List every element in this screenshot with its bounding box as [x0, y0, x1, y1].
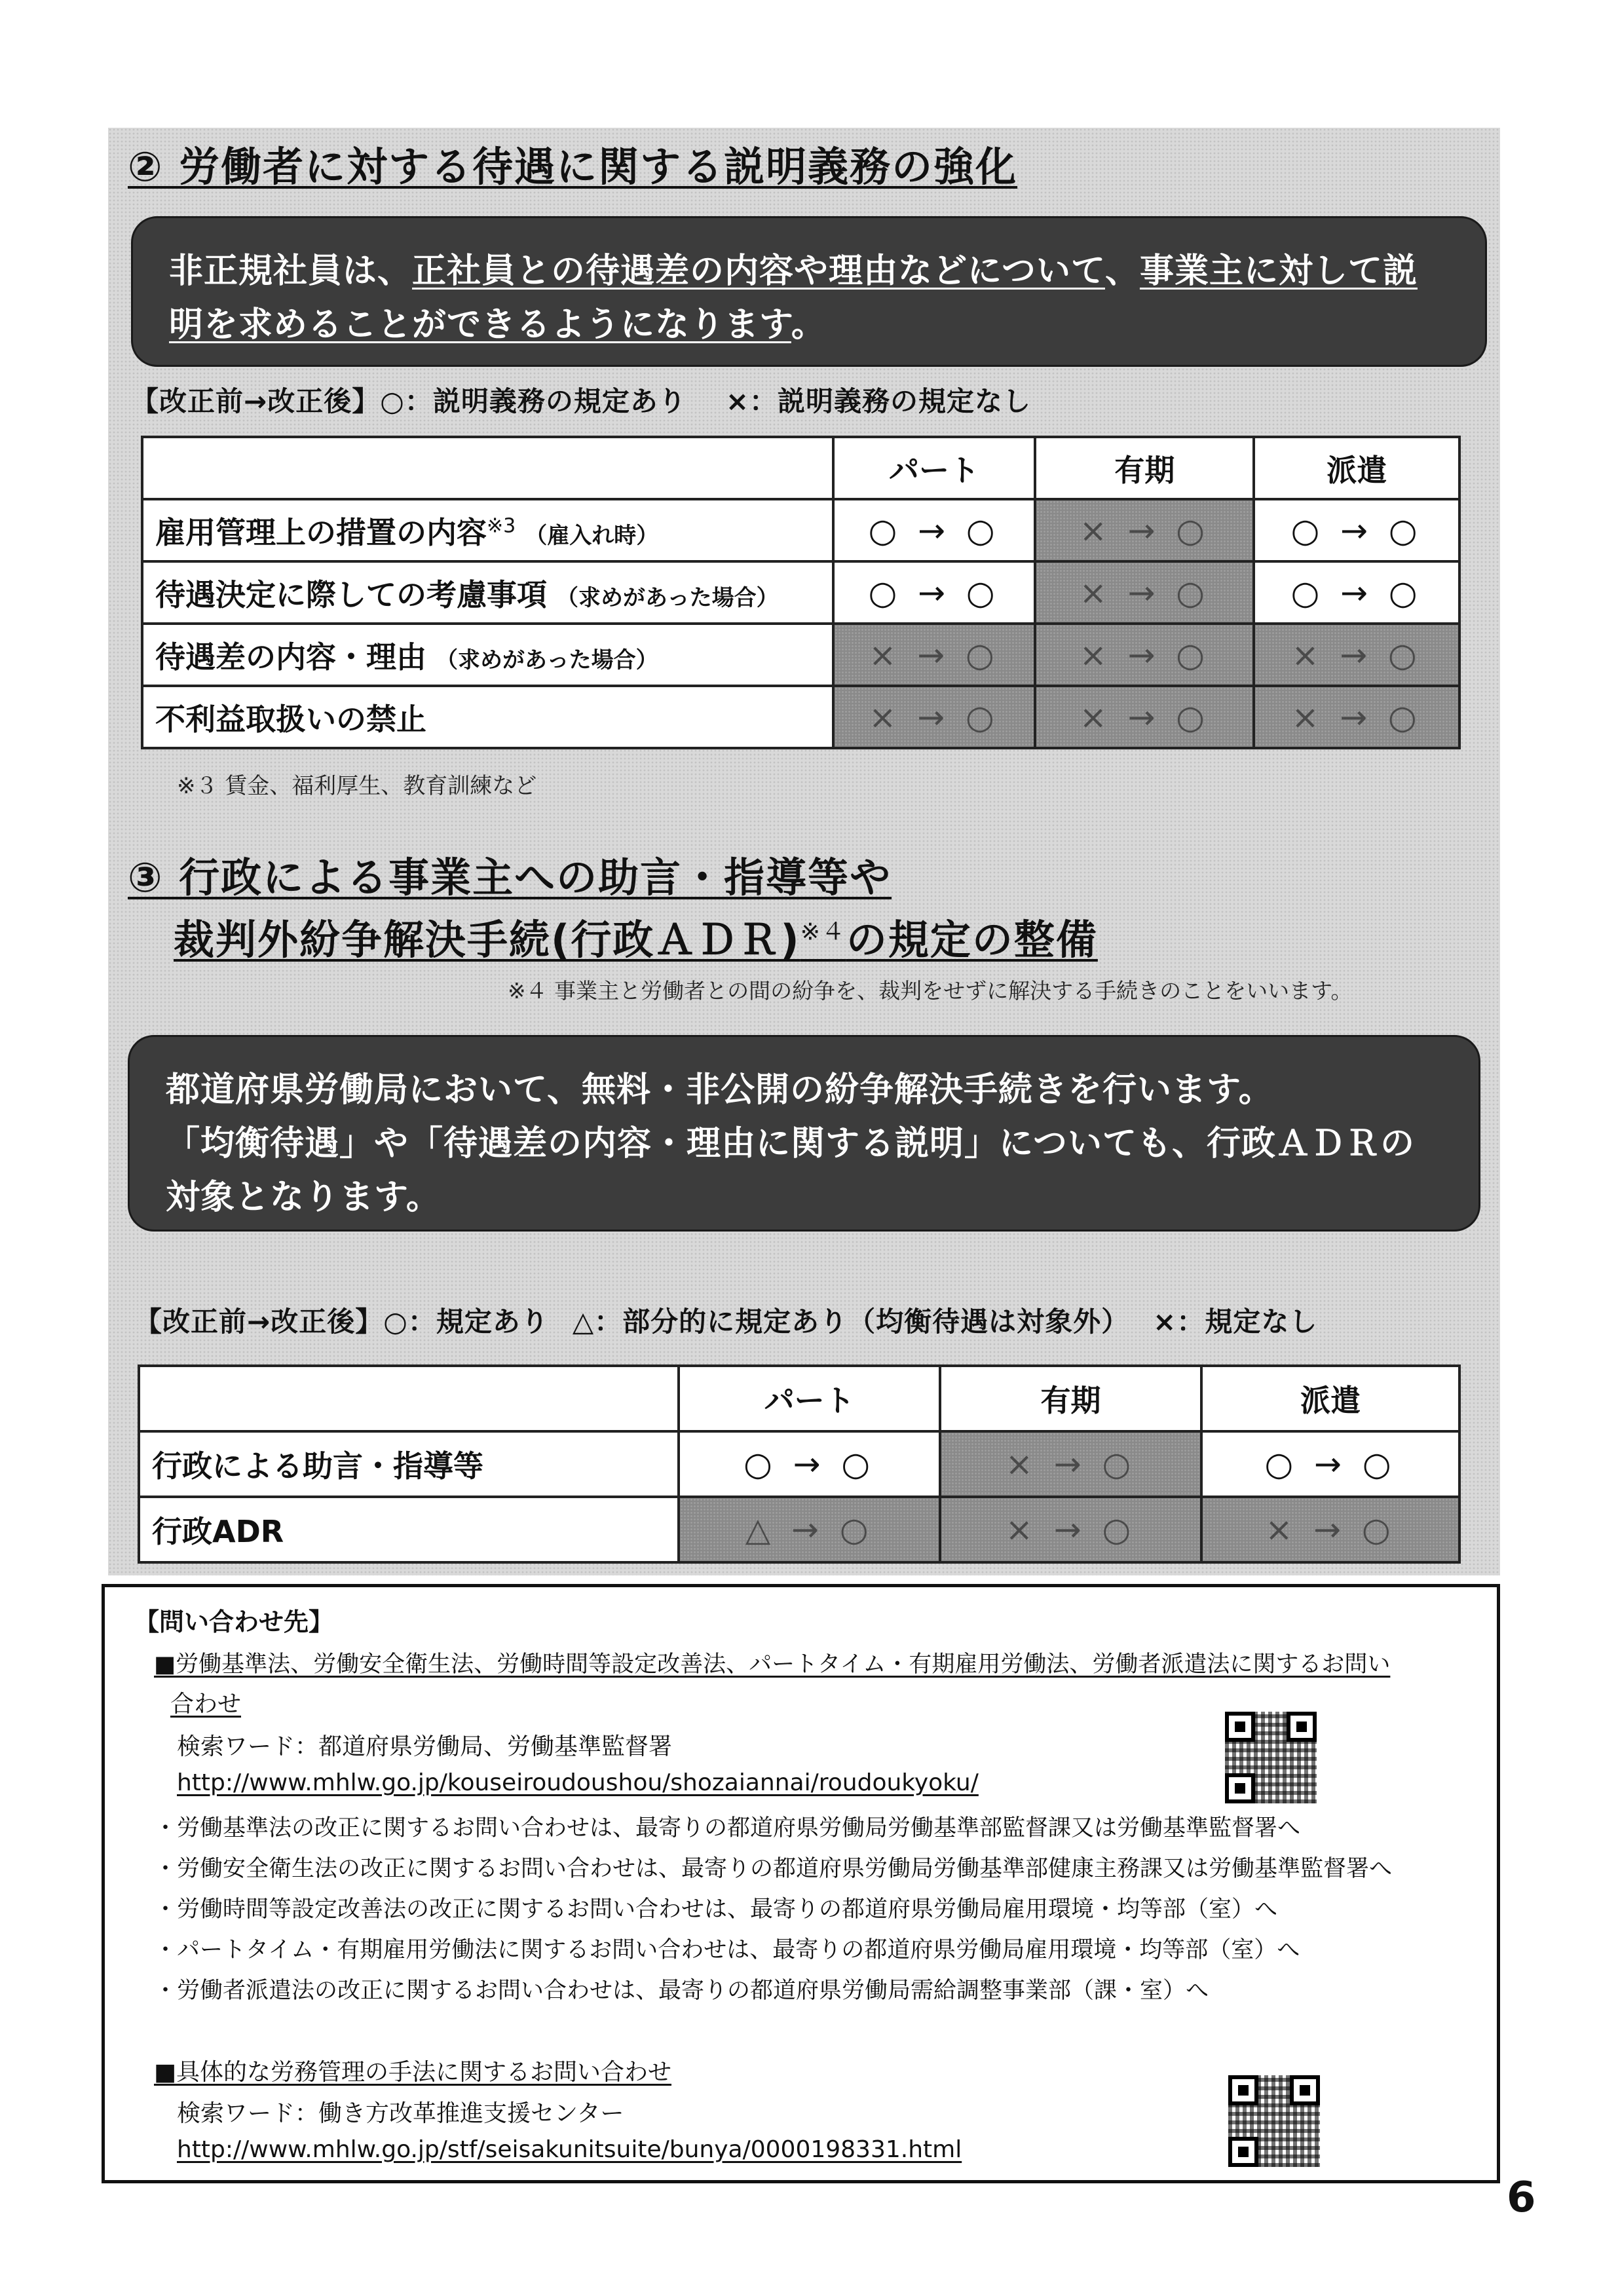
table-header-yuki: 有期 [940, 1366, 1201, 1431]
section2-summary-line2: 明を求めることができるようになります。 [169, 305, 826, 345]
cell-value-changed: × → ○ [1201, 1497, 1459, 1562]
qr-code-icon[interactable] [1228, 2075, 1320, 2167]
table-header-part: パート [833, 437, 1036, 499]
contact-group2-title: ■具体的な労務管理の手法に関するお問い合わせ [154, 2059, 672, 2086]
contact-group2-url[interactable]: http://www.mhlw.go.jp/stf/seisakunitsuite/bunya/0000198331.html [177, 2136, 962, 2163]
row-label: 待遇決定に際しての考慮事項 （求めがあった場合） [142, 561, 833, 624]
section3-table [138, 1364, 1461, 1564]
cell-value-changed: △ → ○ [679, 1497, 940, 1562]
table-row [142, 499, 1459, 561]
table-header-haken: 派遣 [1254, 437, 1459, 499]
qr-code-icon[interactable] [1225, 1712, 1317, 1803]
row-label: 行政ADR [139, 1497, 679, 1562]
section3-footnote: ※４ 事業主と労働者との間の紛争を、裁判をせずに解決する手続きのことをいいます。 [508, 978, 1353, 1004]
contact-heading: 【問い合わせ先】 [134, 1608, 334, 1636]
table-row [142, 686, 1459, 748]
section3-title-line2: 裁判外紛争解決手続(行政ＡＤＲ)$^{※4}$の規定の整備 [174, 916, 1098, 964]
table-header-haken: 派遣 [1201, 1366, 1459, 1431]
section2-legend: 【改正前→改正後】○：説明義務の規定あり ×：説明義務の規定なし [131, 385, 1032, 417]
cell-value-changed: × → ○ [833, 686, 1036, 748]
contact-group1-search: 検索ワード：都道府県労働局、労働基準監督署 [177, 1733, 673, 1760]
row-label: 行政による助言・指導等 [139, 1431, 679, 1497]
cell-value: ○ → ○ [1254, 561, 1459, 624]
section3-title-line1: ③ 行政による事業主への助言・指導等や [128, 854, 892, 901]
contact-group1-title-line2: 合わせ [170, 1691, 242, 1718]
section2-note: ※３ 賃金、福利厚生、教育訓練など [177, 773, 537, 799]
section3-summary-line1: 都道府県労働局において、無料・非公開の紛争解決手続きを行います。 [166, 1070, 1273, 1110]
contact-bullet: ・労働者派遣法の改正に関するお問い合わせは、最寄りの都道府県労働局需給調整事業部（課・室）へ [154, 1978, 1209, 2004]
section2-summary-box [131, 216, 1487, 367]
contact-group2-search: 検索ワード：働き方改革推進支援センター [177, 2100, 624, 2127]
contact-box [102, 1584, 1500, 2183]
cell-value-changed: × → ○ [1035, 561, 1254, 624]
section3-summary-line3: 対象となります。 [166, 1178, 441, 1217]
table-row [142, 624, 1459, 686]
row-label: 雇用管理上の措置の内容$^{※3}$ （雇入れ時） [142, 499, 833, 561]
table-row [139, 1431, 1459, 1497]
cell-value-changed: × → ○ [1254, 686, 1459, 748]
cell-value: ○ → ○ [833, 561, 1036, 624]
cell-value: ○ → ○ [833, 499, 1036, 561]
row-label: 待遇差の内容・理由 （求めがあった場合） [142, 624, 833, 686]
contact-bullet: ・パートタイム・有期雇用労働法に関するお問い合わせは、最寄りの都道府県労働局雇用環境・均等部（室）へ [154, 1937, 1300, 1963]
cell-value-changed: × → ○ [1035, 499, 1254, 561]
contact-bullet: ・労働時間等設定改善法の改正に関するお問い合わせは、最寄りの都道府県労働局雇用環境・均等部（室）へ [154, 1896, 1278, 1923]
section2-title: ② 労働者に対する待遇に関する説明義務の強化 [128, 143, 1018, 191]
cell-value-changed: × → ○ [940, 1497, 1201, 1562]
contact-bullet: ・労働基準法の改正に関するお問い合わせは、最寄りの都道府県労働局労働基準部監督課又は労働基準監督署へ [154, 1815, 1301, 1841]
table-header-blank [139, 1366, 679, 1431]
cell-value-changed: × → ○ [1035, 686, 1254, 748]
table-header-yuki: 有期 [1035, 437, 1254, 499]
contact-group1-title-line1: ■労働基準法、労働安全衛生法、労働時間等設定改善法、パートタイム・有期雇用労働法、労働者派遣法に関するお問い [154, 1651, 1391, 1678]
contact-bullet: ・労働安全衛生法の改正に関するお問い合わせは、最寄りの都道府県労働局労働基準部健康主務課又は労働基準監督署へ [154, 1856, 1393, 1882]
table-header-row [139, 1366, 1459, 1431]
section2-summary-line1: 非正規社員は、正社員との待遇差の内容や理由などについて、事業主に対して説 [169, 252, 1418, 291]
section2-table [141, 436, 1461, 749]
table-header-row [142, 437, 1459, 499]
cell-value: ○ → ○ [679, 1431, 940, 1497]
table-row [139, 1497, 1459, 1562]
section3-legend: 【改正前→改正後】○：規定あり △：部分的に規定あり（均衡待遇は対象外） ×：規定なし [134, 1306, 1318, 1338]
contact-group1-url[interactable]: http://www.mhlw.go.jp/kouseiroudoushou/shozaiannai/roudoukyoku/ [177, 1769, 979, 1796]
cell-value-changed: × → ○ [833, 624, 1036, 686]
page-number: 6 [1507, 2174, 1536, 2222]
row-label: 不利益取扱いの禁止 [142, 686, 833, 748]
table-header-blank [142, 437, 833, 499]
table-header-part: パート [679, 1366, 940, 1431]
cell-value-changed: × → ○ [1254, 624, 1459, 686]
section3-summary-line2: 「均衡待遇」や「待遇差の内容・理由に関する説明」についても、行政ＡＤＲの [166, 1124, 1415, 1163]
section3-summary-box [128, 1035, 1480, 1232]
table-row [142, 561, 1459, 624]
cell-value-changed: × → ○ [940, 1431, 1201, 1497]
cell-value-changed: × → ○ [1035, 624, 1254, 686]
cell-value: ○ → ○ [1201, 1431, 1459, 1497]
cell-value: ○ → ○ [1254, 499, 1459, 561]
